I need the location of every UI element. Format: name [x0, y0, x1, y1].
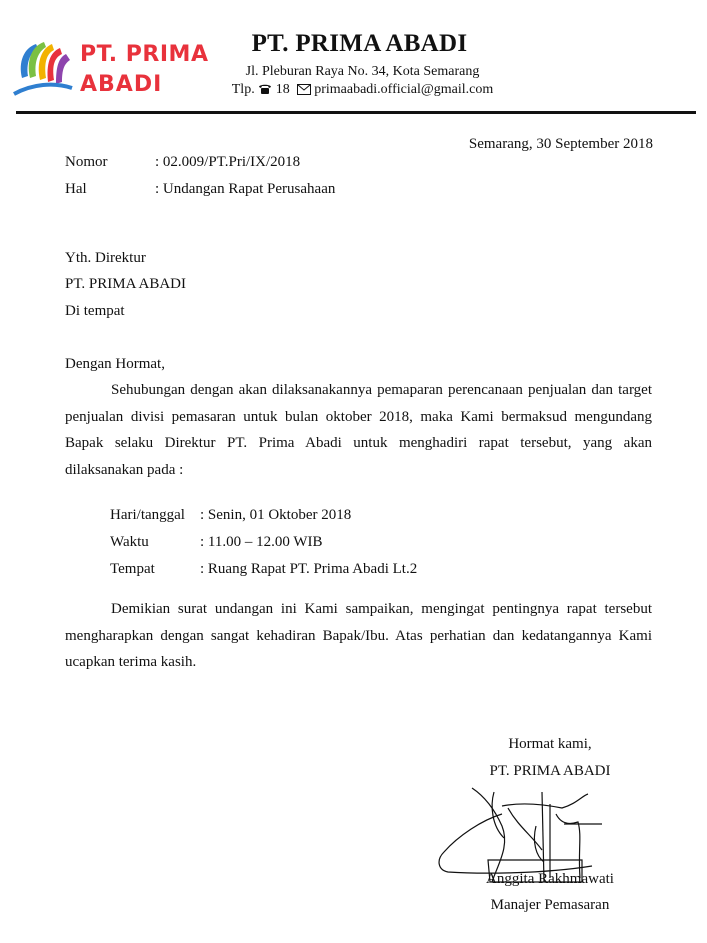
paragraph-line: dilaksanakan pada : — [65, 462, 184, 479]
detail-label-date: Hari/tanggal — [110, 507, 185, 523]
recipient-line: Di tempat — [65, 303, 125, 319]
recipient-line: PT. PRIMA ABADI — [65, 276, 186, 292]
company-address: Jl. Pleburan Raya No. 34, Kota Semarang — [245, 64, 480, 79]
hal-value: : Undangan Rapat Perusahaan — [155, 181, 336, 197]
paragraph-line: penjualan divisi pemasaran untuk bulan oktober 2018, maka Kami bermaksud mengundang — [65, 408, 652, 425]
nomor-label: Nomor — [65, 154, 108, 170]
paragraph-line: Bapak selaku Direktur PT. Prima Abadi untuk menghadiri rapat tersebut, yang akan — [65, 435, 652, 452]
signer-title: Manajer Pemasaran — [490, 897, 610, 913]
telephone-icon — [258, 83, 272, 100]
envelope-icon — [297, 84, 311, 100]
detail-value-time: : 11.00 – 12.00 WIB — [200, 534, 323, 550]
email-address: primaabadi.official@gmail.com — [314, 82, 494, 97]
recipient-line: Yth. Direktur — [65, 250, 146, 266]
logo-text-line1: PT. PRIMA — [80, 42, 209, 67]
hal-label: Hal — [65, 181, 87, 197]
nomor-value: : 02.009/PT.Pri/IX/2018 — [155, 154, 301, 170]
paragraph-line: mengharapkan dengan sangat kehadiran Bapak/Ibu. Atas perhatian dan kedatangannya Kami — [65, 627, 652, 644]
closing-company: PT. PRIMA ABADI — [489, 763, 611, 779]
letter-date: Semarang, 30 September 2018 — [468, 136, 653, 152]
detail-label-time: Waktu — [110, 534, 149, 550]
company-contact — [0, 82, 707, 100]
paragraph-line: Demikian surat undangan ini Kami sampaikan, mengingat pentingnya rapat tersebut — [111, 601, 652, 617]
paragraph-line: Sehubungan dengan akan dilaksanakannya pemaparan perencanaan penjualan dan target — [111, 382, 652, 398]
closing-greeting: Hormat kami, — [508, 736, 592, 752]
phone-prefix: Tlp. — [231, 82, 255, 97]
paragraph-line: ucapkan terima kasih. — [65, 654, 197, 671]
body-paragraph-2 — [65, 596, 652, 676]
signer-name: Anggita Rakhmawati — [486, 871, 614, 887]
phone-number: 18 — [275, 82, 290, 97]
letterhead-divider — [16, 111, 696, 114]
detail-value-date: : Senin, 01 Oktober 2018 — [200, 507, 352, 523]
company-name: PT. PRIMA ABADI — [251, 30, 468, 57]
detail-value-place: : Ruang Rapat PT. Prima Abadi Lt.2 — [200, 561, 418, 577]
logo-text-line2: ABADI — [80, 72, 163, 97]
salutation: Dengan Hormat, — [65, 356, 165, 372]
body-paragraph-1 — [65, 377, 652, 484]
detail-label-place: Tempat — [110, 561, 155, 577]
